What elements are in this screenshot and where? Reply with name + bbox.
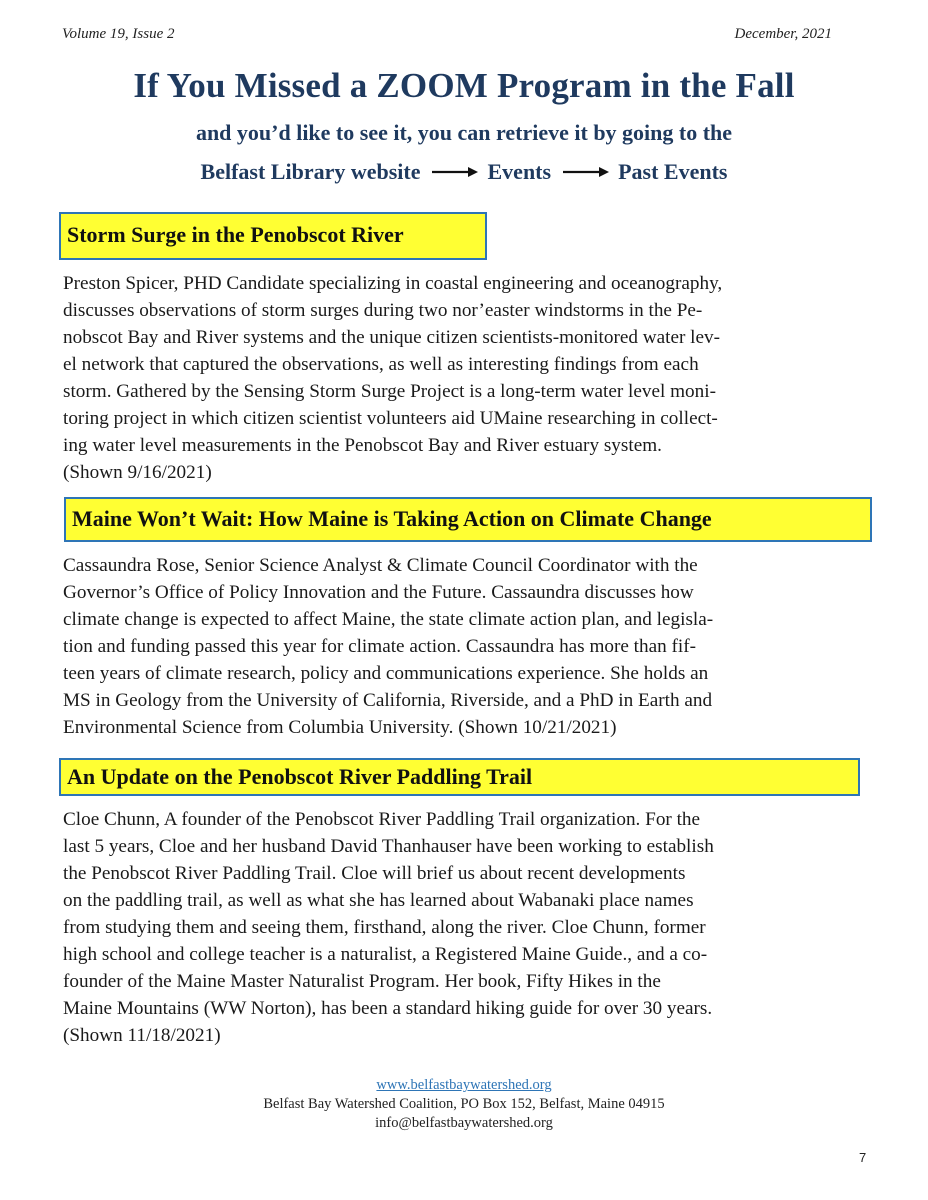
body-line: (Shown 9/16/2021): [63, 462, 212, 483]
section-title-maine-wont-wait: Maine Won’t Wait: How Maine is Taking Action on Climate Change: [64, 497, 872, 542]
body-line: Environmental Science from Columbia University. (Shown 10/21/2021): [63, 717, 617, 738]
arrow-right-icon: [563, 166, 609, 178]
nav-item-past-events: Past Events: [618, 159, 728, 184]
body-line: toring project in which citizen scientist volunteers aid UMaine researching in collect-: [63, 408, 718, 429]
body-line: el network that captured the observations, as well as interesting findings from each: [63, 354, 699, 375]
body-line: nobscot Bay and River systems and the unique citizen scientists-monitored water lev-: [63, 327, 721, 348]
page-subtitle: and you’d like to see it, you can retrieve it by going to the: [195, 120, 733, 145]
navigation-path: [0, 159, 928, 185]
body-line: climate change is expected to affect Maine, the state climate action plan, and legisla-: [63, 609, 714, 630]
section-body-paddling-trail: [63, 806, 873, 1049]
issue-date: December, 2021: [734, 26, 832, 42]
page-title: If You Missed a ZOOM Program in the Fall: [133, 66, 795, 105]
body-line: storm. Gathered by the Sensing Storm Surge Project is a long-term water level moni-: [63, 381, 716, 402]
website-link[interactable]: www.belfastbaywatershed.org: [376, 1077, 552, 1093]
body-line: discusses observations of storm surges during two nor’easter windstorms in the Pe-: [63, 300, 703, 321]
body-line: high school and college teacher is a naturalist, a Registered Maine Guide., and a co-: [63, 944, 708, 965]
body-line: (Shown 11/18/2021): [63, 1025, 221, 1046]
body-line: founder of the Maine Master Naturalist Program. Her book, Fifty Hikes in the: [63, 971, 661, 992]
body-line: Cassaundra Rose, Senior Science Analyst & Climate Council Coordinator with the: [63, 555, 698, 576]
section-body-maine-wont-wait: [63, 552, 873, 741]
body-line: Governor’s Office of Policy Innovation and the Future. Cassaundra discusses how: [63, 582, 694, 603]
body-line: from studying them and seeing them, firsthand, along the river. Cloe Chunn, former: [63, 917, 706, 938]
nav-item-library-website: Belfast Library website: [200, 159, 421, 184]
body-line: the Penobscot River Paddling Trail. Cloe will brief us about recent developments: [63, 863, 686, 884]
body-line: Preston Spicer, PHD Candidate specializing in coastal engineering and oceanography,: [63, 273, 723, 294]
page-number: 7: [859, 1150, 867, 1165]
footer: [0, 1076, 928, 1133]
section-title-paddling-trail: An Update on the Penobscot River Paddling Trail: [59, 758, 860, 796]
body-line: Maine Mountains (WW Norton), has been a standard hiking guide for over 30 years.: [63, 998, 713, 1019]
body-line: tion and funding passed this year for climate action. Cassaundra has more than fif-: [63, 636, 697, 657]
arrow-right-icon: [432, 166, 478, 178]
body-line: last 5 years, Cloe and her husband David Thanhauser have been working to establish: [63, 836, 714, 857]
footer-address: Belfast Bay Watershed Coalition, PO Box 152, Belfast, Maine 04915: [263, 1096, 665, 1112]
body-line: MS in Geology from the University of California, Riverside, and a PhD in Earth and: [63, 690, 713, 711]
footer-email: info@belfastbaywatershed.org: [375, 1115, 553, 1131]
body-line: Cloe Chunn, A founder of the Penobscot River Paddling Trail organization. For the: [63, 809, 701, 830]
body-line: ing water level measurements in the Penobscot Bay and River estuary system.: [63, 435, 662, 456]
nav-item-events: Events: [487, 159, 552, 184]
section-body-storm-surge: [63, 270, 873, 486]
body-line: on the paddling trail, as well as what she has learned about Wabanaki place names: [63, 890, 694, 911]
issue-label: Volume 19, Issue 2: [62, 26, 175, 42]
section-title-storm-surge: Storm Surge in the Penobscot River: [59, 212, 487, 260]
body-line: teen years of climate research, policy and communications experience. She holds an: [63, 663, 709, 684]
